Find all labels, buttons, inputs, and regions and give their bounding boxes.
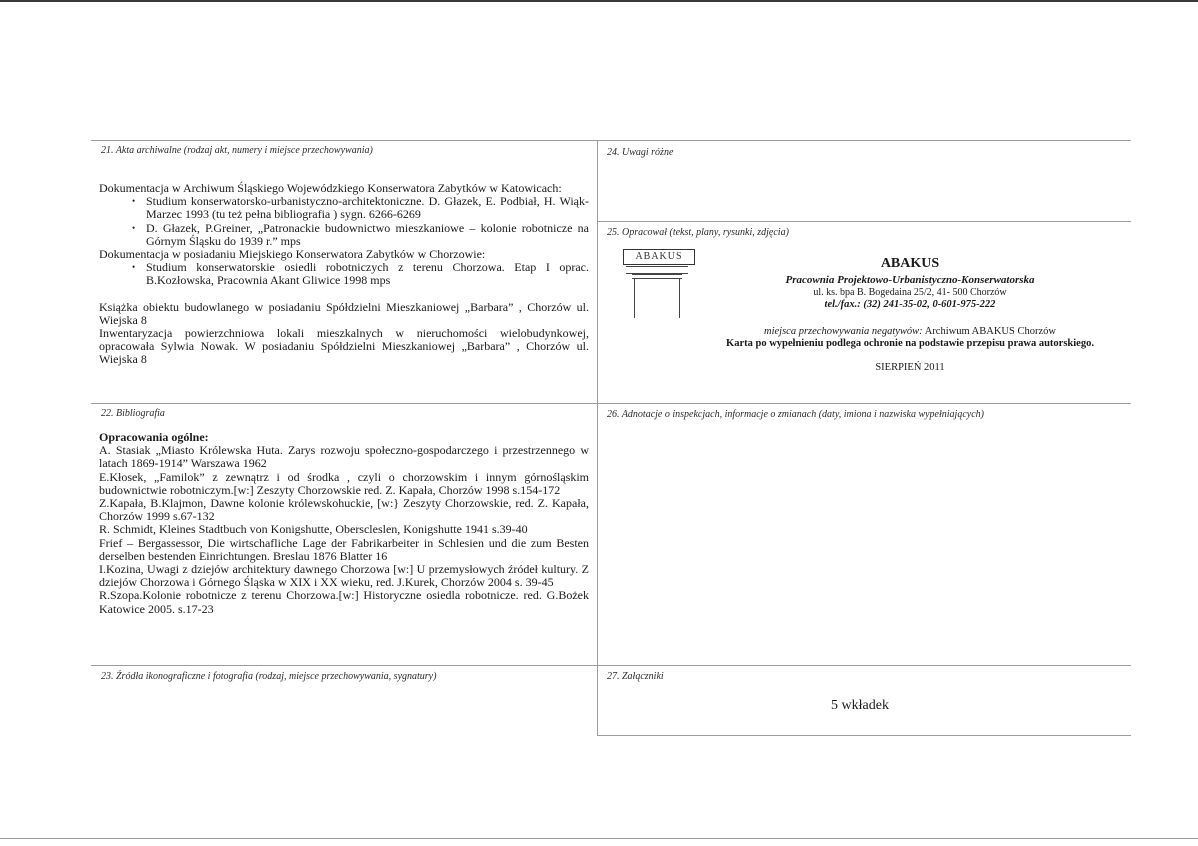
rule-24-25 [598, 221, 1131, 222]
bibliography-entry: Z.Kapała, B.Klajmon, Dawne kolonie królewskohuckie, [w:} Zeszyty Chorzowskie, red. Z. Kapała, Chorzów 1999 s.67-132 [99, 496, 589, 524]
bibliography-entry: R. Schmidt, Kleines Stadtbuch von Konigshutte, Oberscleslen, Konigshutte 1941 s.39-40 [99, 522, 528, 537]
bibliography-entry: E.Kłosek, „Familok” z zewnątrz i od środka , czyli o chorzowskim i innym górnośląskim budownictwie robotniczym.[w:] Zeszyty Chorzowskie red. Z. Kapała, Chorzów 1998 s.154-172 [99, 469, 589, 497]
section-27-label: 27. Załączniki [607, 671, 664, 682]
section-22-content [99, 431, 589, 616]
rule-top [91, 140, 1131, 141]
rule-22-23 [91, 665, 1131, 666]
section-21-content [99, 182, 589, 367]
company-phone: tel./fax.: (32) 241-35-02, 0-601-975-222 [824, 299, 996, 310]
section-26-label: 26. Adnotacje o inspekcjach, informacje o zmianach (daty, imiona i nazwiska wypełniających) [607, 409, 984, 420]
archive-line: Książka obiektu budowlanego w posiadaniu Spółdzielni Mieszkaniowej „Barbara” , Chorzów ul. Wiejska 8 [99, 299, 589, 327]
column-divider [597, 140, 598, 736]
company-address: ul. ks. bpa B. Bogedaina 25/2, 41- 500 Chorzów [813, 287, 1007, 298]
archive-line: • D. Głazek, P.Greiner, „Patronackie budownictwo mieszkaniowe – kolonie robotnicze na Górnym Śląsku do 1939 r.” mps [99, 222, 589, 248]
logo-column-icon [634, 278, 680, 318]
rule-21-22 [91, 403, 1131, 404]
company-subtitle: Pracownia Projektowo-Urbanistyczno-Konserwatorska [785, 274, 1035, 286]
section-22-label: 22. Bibliografia [101, 408, 165, 419]
archive-line: • Studium konserwatorskie osiedli robotniczych z terenu Chorzowa. Etap I oprac. B.Kozłowska, Pracownia Akant Gliwice 1998 mps [99, 261, 589, 287]
logo-capital-icon [626, 266, 688, 274]
bibliography-heading: Opracowania ogólne: [99, 430, 209, 444]
copyright-notice: Karta po wypełnieniu podlega ochronie na podstawie przepisu prawa autorskiego. [726, 338, 1094, 349]
archive-line: Dokumentacja w Archiwum Śląskiego Wojewódzkiego Konserwatora Zabytków w Katowicach: [99, 181, 562, 195]
bibliography-entry: A. Stasiak „Miasto Królewska Huta. Zarys rozwoju społeczno-gospodarczego i przestrzennego w latach 1869-1914” Warszawa 1962 [99, 443, 589, 471]
rule-bottom [598, 735, 1131, 736]
section-23-label: 23. Źródła ikonograficzne i fotografia (rodzaj, miejsce przechowywania, sygnatury) [101, 671, 437, 682]
section-24-label: 24. Uwagi różne [607, 147, 674, 158]
scan-edge-bottom [0, 838, 1198, 839]
archive-line: Dokumentacja w posiadaniu Miejskiego Konserwatora Zabytków w Chorzowie: [99, 247, 486, 262]
bibliography-entry: R.Szopa.Kolonie robotnicze z terenu Chorzowa.[w:] Historyczne osiedla robotnicze. red. G.Bożek Katowice 2005. s.17-23 [99, 588, 589, 616]
bibliography-entry: Frief – Bergassessor, Die wirtschafliche Lage der Fabrikarbeiter in Schlesien und die zum Besten derselben bestenden Einrichtungen. Breslau 1876 Blatter 16 [99, 535, 589, 563]
bibliography-entry: I.Kozina, Uwagi z dziejów architektury dawnego Chorzowa [w:] U przemysłowych źródeł kultury. Z dziejów Chorzowa i Górnego Śląska w XIX i XX wieku, red. J.Kurek, Chorzów 2004 s. 39-45 [99, 562, 589, 590]
logo-wordmark: ABAKUS [623, 249, 695, 265]
negatives-storage [710, 326, 1110, 338]
company-name: ABAKUS [880, 256, 940, 271]
scan-edge-top [0, 0, 1198, 2]
archive-line: • Studium konserwatorsko-urbanistyczno-architektoniczne. D. Głazek, E. Podbiał, H. Wiąk-Marzec 1993 (tu też pełna bibliografia ) sygn. 6266-6269 [99, 195, 589, 221]
section-25-label: 25. Opracował (tekst, plany, rysunki, zdjęcia) [607, 227, 789, 238]
negatives-value: Archiwum ABAKUS Chorzów [924, 326, 1056, 337]
archive-line: Inwentaryzacja powierzchniowa lokali mieszkalnych w nieruchomości wielobudynkowej, opracowała Sylwia Nowak. W posiadaniu Spółdzielni Mieszkaniowej „Barbara” , Chorzów ul. Wiejska 8 [99, 326, 589, 367]
negatives-label: miejsca przechowywania negatywów: [764, 326, 923, 337]
date: SIERPIEŃ 2011 [875, 362, 945, 373]
abakus-logo [620, 247, 698, 325]
section-21-label: 21. Akta archiwalne (rodzaj akt, numery i miejsce przechowywania) [101, 145, 373, 156]
attachments-value: 5 wkładek [831, 698, 889, 713]
